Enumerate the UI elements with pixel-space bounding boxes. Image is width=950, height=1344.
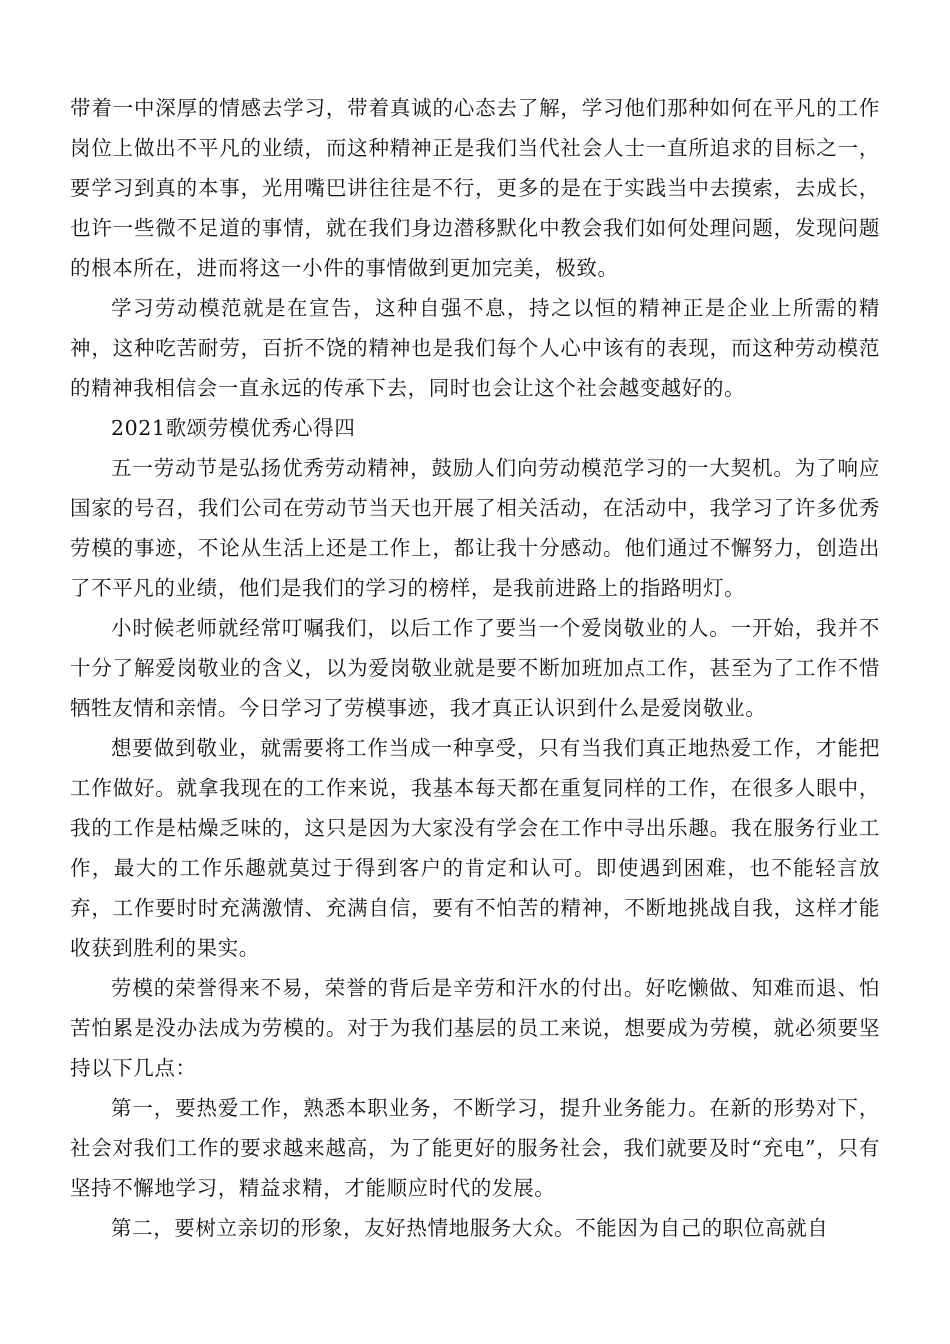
paragraph-1: 带着一中深厚的情感去学习，带着真诚的心态去了解，学习他们那种如何在平凡的工作岗位上做出不平凡的业绩，而这种精神正是我们当代社会人士一直所追求的目标之一，要学习到真的本事，光用嘴巴讲往往是不行，更多的是在于实践当中去摸索，去成长，也许一些微不足道的事情，就在我们身边潜移默化中教会我们如何处理问题，发现问题的根本所在，进而将这一小件的事情做到更加完美，极致。 xyxy=(70,96,880,280)
paragraph-6: 劳模的荣誉得来不易，荣誉的背后是辛劳和汗水的付出。好吃懒做、知难而退、怕苦怕累是没办法成为劳模的。对于为我们基层的员工来说，想要成为劳模，就必须要坚持以下几点： xyxy=(70,976,880,1080)
section-heading: 2021歌颂劳模优秀心得四 xyxy=(111,416,356,440)
paragraph-2: 学习劳动模范就是在宣告，这种自强不息，持之以恒的精神正是企业上所需的精神，这种吃苦耐劳，百折不饶的精神也是我们每个人心中该有的表现，而这种劳动模范的精神我相信会一直永远的传承下去，同时也会让这个社会越变越好的。 xyxy=(70,296,880,400)
paragraph-8: 第二，要树立亲切的形象，友好热情地服务大众。不能因为自己的职位高就自 xyxy=(111,1216,829,1240)
paragraph-4: 小时候老师就经常叮嘱我们，以后工作了要当一个爱岗敬业的人。一开始，我并不十分了解爱岗敬业的含义，以为爱岗敬业就是要不断加班加点工作，甚至为了工作不惜牺牲友情和亲情。今日学习了劳模事迹，我才真正认识到什么是爱岗敬业。 xyxy=(70,616,880,720)
paragraph-3: 五一劳动节是弘扬优秀劳动精神，鼓励人们向劳动模范学习的一大契机。为了响应国家的号召，我们公司在劳动节当天也开展了相关活动，在活动中，我学习了许多优秀劳模的事迹，不论从生活上还是工作上，都让我十分感动。他们通过不懈努力，创造出了不平凡的业绩，他们是我们的学习的榜样，是我前进路上的指路明灯。 xyxy=(70,456,880,600)
paragraph-7: 第一，要热爱工作，熟悉本职业务，不断学习，提升业务能力。在新的形势对下，社会对我们工作的要求越来越高，为了能更好的服务社会，我们就要及时“充电”，只有坚持不懈地学习，精益求精，才能顺应时代的发展。 xyxy=(70,1096,880,1200)
paragraph-5: 想要做到敬业，就需要将工作当成一种享受，只有当我们真正地热爱工作，才能把工作做好。就拿我现在的工作来说，我基本每天都在重复同样的工作，在很多人眼中，我的工作是枯燥乏味的，这只是因为大家没有学会在工作中寻出乐趣。我在服务行业工作，最大的工作乐趣就莫过于得到客户的肯定和认可。即使遇到困难，也不能轻言放弃，工作要时时充满激情、充满自信，要有不怕苦的精神，不断地挑战自我，这样才能收获到胜利的果实。 xyxy=(70,736,880,960)
document-body xyxy=(70,88,880,1248)
